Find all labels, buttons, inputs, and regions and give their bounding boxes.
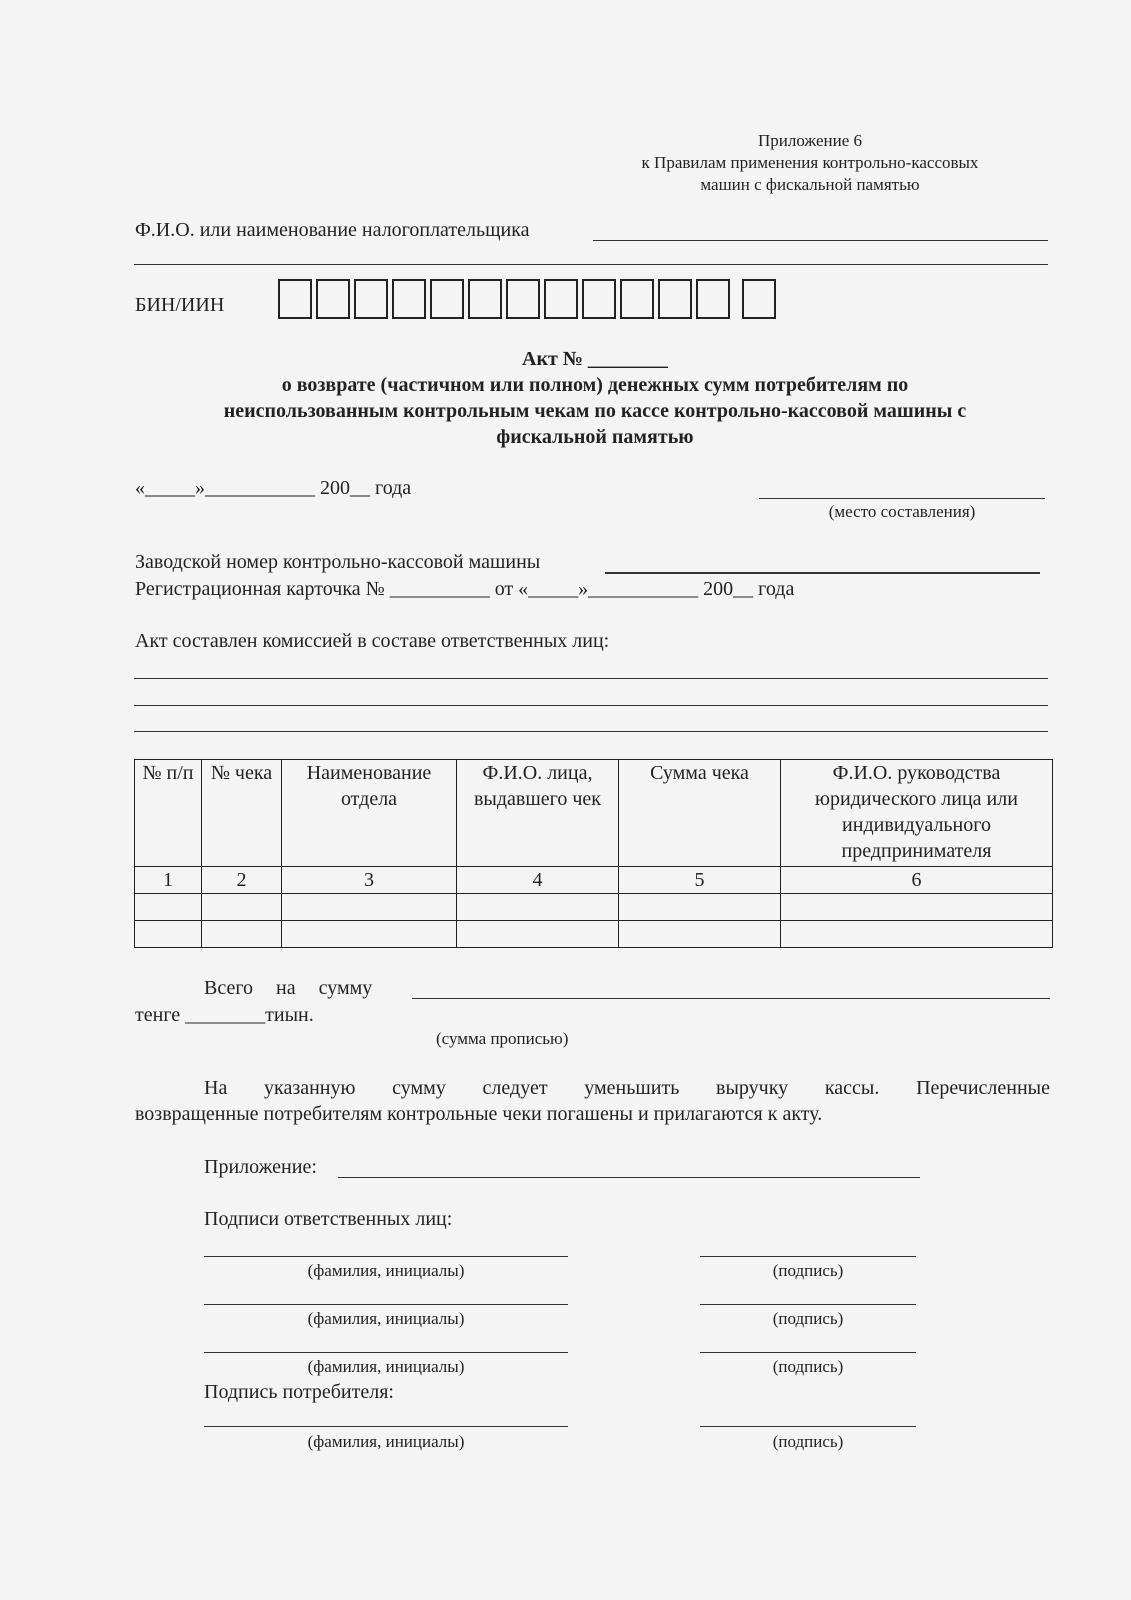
date-line: «_____»___________ 200__ года xyxy=(135,477,412,499)
table-cell[interactable] xyxy=(781,894,1053,921)
attachment-field[interactable] xyxy=(338,1177,920,1178)
sign-caption-2: (подпись) xyxy=(772,1309,844,1328)
commission-field-2[interactable] xyxy=(134,705,1048,706)
col-header-amount: Сумма чека xyxy=(619,760,781,867)
commission-field-1[interactable] xyxy=(134,678,1048,679)
act-number: Акт № ________ xyxy=(522,348,668,370)
sign-field-2[interactable] xyxy=(700,1304,916,1305)
consumer-sign-caption: (подпись) xyxy=(772,1432,844,1451)
total-caption: (сумма прописью) xyxy=(436,1029,569,1048)
col-number: 6 xyxy=(781,867,1053,894)
col-number: 3 xyxy=(282,867,457,894)
table-cell[interactable] xyxy=(202,921,282,948)
col-number: 1 xyxy=(135,867,202,894)
appendix-line-2: к Правилам применения контрольно-кассовых xyxy=(641,153,979,172)
bin-label: БИН/ИИН xyxy=(135,294,225,316)
total-label: Всего на сумму xyxy=(204,977,373,999)
bin-box[interactable] xyxy=(658,279,692,319)
total-tiyn-line: тенге ________тиын. xyxy=(135,1004,314,1026)
sign-field-3[interactable] xyxy=(700,1352,916,1353)
consumer-label: Подпись потребителя: xyxy=(204,1381,394,1403)
name-field-1[interactable] xyxy=(204,1256,568,1257)
bin-box[interactable] xyxy=(620,279,654,319)
bin-box[interactable] xyxy=(468,279,502,319)
name-caption-1: (фамилия, инициалы) xyxy=(307,1261,465,1280)
bin-box[interactable] xyxy=(354,279,388,319)
attachment-label: Приложение: xyxy=(204,1156,317,1178)
appendix-header xyxy=(600,130,1020,196)
col-header-issuer: Ф.И.О. лица, выдавшего чек xyxy=(457,760,619,867)
reduce-text-line-2: возвращенные потребителям контрольные чеки погашены и прилагаются к акту. xyxy=(135,1103,823,1125)
commission-label: Акт составлен комиссией в составе ответственных лиц: xyxy=(135,630,610,652)
act-title-line-3: фискальной памятью xyxy=(496,426,694,448)
sign-caption-3: (подпись) xyxy=(772,1357,844,1376)
serial-label: Заводской номер контрольно-кассовой машины xyxy=(135,551,541,573)
table-cell[interactable] xyxy=(202,894,282,921)
col-number: 2 xyxy=(202,867,282,894)
bin-box[interactable] xyxy=(544,279,578,319)
table-cell[interactable] xyxy=(619,921,781,948)
reg-card-line: Регистрационная карточка № __________ от «_____»___________ 200__ года xyxy=(135,578,795,600)
act-title-line-2: неиспользованным контрольным чекам по кассе контрольно-кассовой машины с xyxy=(223,400,967,422)
table-number-row xyxy=(135,867,1053,894)
table-cell[interactable] xyxy=(282,894,457,921)
name-caption-2: (фамилия, инициалы) xyxy=(307,1309,465,1328)
col-header-number: № п/п xyxy=(135,760,202,867)
appendix-line-1: Приложение 6 xyxy=(758,131,862,150)
appendix-line-3: машин с фискальной памятью xyxy=(700,175,920,194)
bin-box[interactable] xyxy=(278,279,312,319)
bin-box[interactable] xyxy=(696,279,730,319)
serial-field[interactable] xyxy=(605,572,1040,574)
taxpayer-field[interactable] xyxy=(593,240,1048,241)
sign-field-1[interactable] xyxy=(700,1256,916,1257)
consumer-name-field[interactable] xyxy=(204,1426,568,1427)
consumer-sign-field[interactable] xyxy=(700,1426,916,1427)
place-field[interactable] xyxy=(759,498,1045,499)
table-cell[interactable] xyxy=(619,894,781,921)
bin-input-boxes[interactable] xyxy=(278,279,776,319)
consumer-name-caption: (фамилия, инициалы) xyxy=(307,1432,465,1451)
bin-box[interactable] xyxy=(506,279,540,319)
col-header-check-no: № чека xyxy=(202,760,282,867)
bin-box[interactable] xyxy=(392,279,426,319)
col-number: 5 xyxy=(619,867,781,894)
place-caption: (место составления) xyxy=(828,502,976,521)
taxpayer-field-line-2[interactable] xyxy=(134,264,1048,265)
name-caption-3: (фамилия, инициалы) xyxy=(307,1357,465,1376)
table-header-row xyxy=(135,760,1053,867)
reduce-text-line-1: На указанную сумму следует уменьшить выручку кассы. Перечисленные xyxy=(204,1077,1050,1099)
name-field-2[interactable] xyxy=(204,1304,568,1305)
taxpayer-label: Ф.И.О. или наименование налогоплательщика xyxy=(135,219,530,241)
table-row xyxy=(135,894,1053,921)
bin-box[interactable] xyxy=(742,279,776,319)
act-title-line-1: о возврате (частичном или полном) денежных сумм потребителям по xyxy=(281,374,909,396)
col-number: 4 xyxy=(457,867,619,894)
table-row xyxy=(135,921,1053,948)
bin-box[interactable] xyxy=(582,279,616,319)
table-cell[interactable] xyxy=(282,921,457,948)
bin-box[interactable] xyxy=(316,279,350,319)
table-cell[interactable] xyxy=(781,921,1053,948)
table-cell[interactable] xyxy=(457,894,619,921)
bin-box[interactable] xyxy=(430,279,464,319)
col-header-department: Наименование отдела xyxy=(282,760,457,867)
name-field-3[interactable] xyxy=(204,1352,568,1353)
table-cell[interactable] xyxy=(135,894,202,921)
total-field[interactable] xyxy=(412,998,1050,999)
checks-table xyxy=(134,759,1053,948)
sign-caption-1: (подпись) xyxy=(772,1261,844,1280)
table-cell[interactable] xyxy=(135,921,202,948)
table-cell[interactable] xyxy=(457,921,619,948)
commission-field-3[interactable] xyxy=(134,731,1048,732)
col-header-manager: Ф.И.О. руководства юридического лица или индивидуального предпринимателя xyxy=(781,760,1053,867)
signatures-label: Подписи ответственных лиц: xyxy=(204,1208,453,1230)
